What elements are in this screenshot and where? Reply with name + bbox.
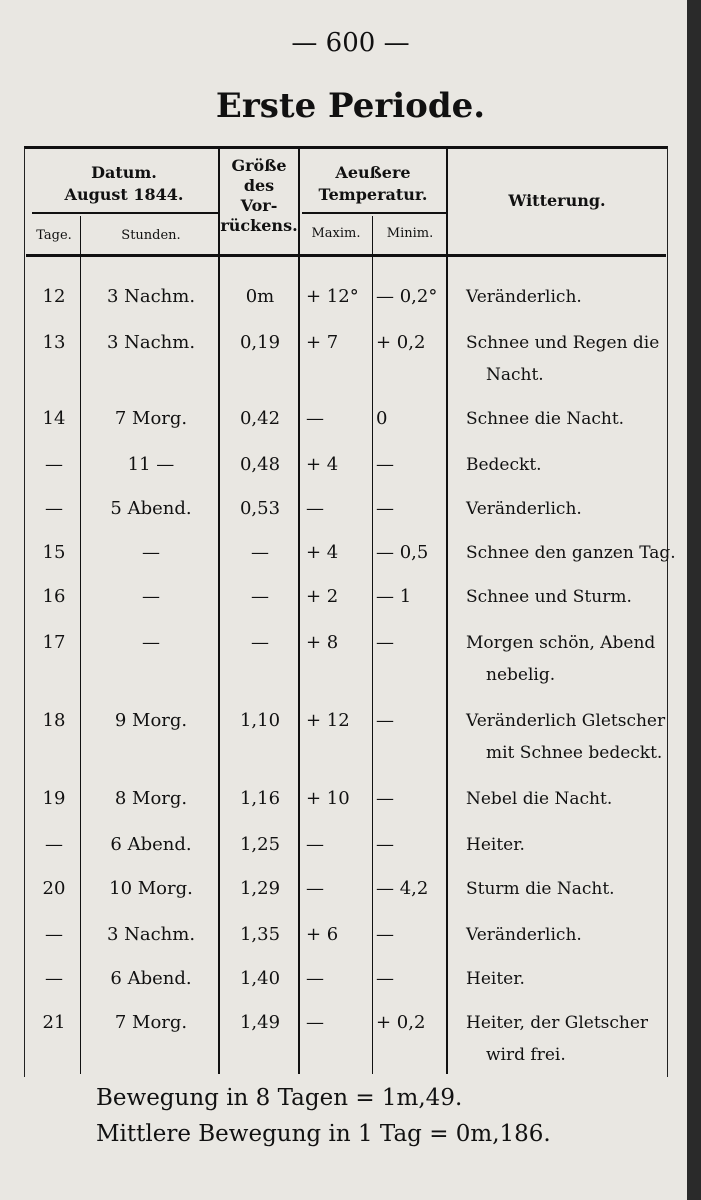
cell-max: + 10: [306, 788, 350, 809]
cell-advance: —: [251, 542, 269, 563]
cell-advance: 0,53: [239, 498, 281, 519]
cell-advance: 0,48: [239, 454, 281, 475]
cell-weather: Schnee und Regen die: [466, 333, 660, 353]
cell-advance: 1,16: [239, 788, 281, 809]
cell-min: —: [376, 924, 394, 945]
cell-advance: 1,10: [239, 710, 281, 731]
header-groesse-line1: Größe: [231, 156, 287, 175]
cell-max: + 4: [306, 454, 339, 475]
cell-min: —: [376, 710, 394, 731]
cell-weather: Heiter, der Gletscher: [466, 1013, 649, 1033]
cell-advance: —: [251, 632, 269, 653]
cell-hour: —: [142, 542, 160, 563]
cell-hour: 6 Abend.: [110, 834, 192, 855]
summary-mean-movement: Mittlere Bewegung in 1 Tag = 0m,186.: [96, 1121, 551, 1147]
cell-max: —: [306, 968, 324, 989]
cell-day: 17: [42, 632, 66, 653]
cell-max: —: [306, 408, 324, 429]
page-number: — 600 —: [291, 28, 410, 58]
cell-advance: 1,35: [239, 924, 281, 945]
cell-weather: Veränderlich.: [466, 925, 582, 945]
cell-weather: Veränderlich.: [466, 499, 582, 519]
header-temperatur: Temperatur.: [318, 185, 428, 204]
cell-hour: 5 Abend.: [110, 498, 192, 519]
cell-min: + 0,2: [376, 332, 426, 353]
cell-min: — 0,2°: [376, 286, 438, 307]
cell-weather: Schnee die Nacht.: [466, 409, 625, 429]
header-tage: Tage.: [36, 228, 72, 243]
cell-hour: 3 Nachm.: [106, 286, 196, 307]
cell-min: —: [376, 498, 394, 519]
cell-weather: Veränderlich.: [466, 287, 582, 307]
cell-max: + 8: [306, 632, 339, 653]
cell-hour: 7 Morg.: [114, 1012, 188, 1033]
column-divider-day: [80, 216, 81, 1074]
cell-day: 19: [42, 788, 66, 809]
cell-day: 15: [42, 542, 66, 563]
cell-day: 12: [42, 286, 66, 307]
cell-advance: 0m: [245, 286, 275, 307]
header-groesse: [220, 156, 298, 236]
cell-day: 16: [42, 586, 66, 607]
summary-total-movement: Bewegung in 8 Tagen = 1m,49.: [96, 1085, 463, 1111]
section-title: Erste Periode.: [215, 86, 486, 126]
cell-max: —: [306, 498, 324, 519]
cell-min: — 4,2: [376, 878, 429, 899]
cell-min: —: [376, 788, 394, 809]
cell-weather: Nebel die Nacht.: [466, 789, 613, 809]
cell-day: —: [45, 454, 63, 475]
header-aeussere: Aeußere: [335, 163, 411, 182]
header-maxim: Maxim.: [311, 226, 361, 241]
header-groesse-line3: Vor-: [240, 196, 278, 215]
column-divider-date: [218, 146, 220, 1074]
cell-min: + 0,2: [376, 1012, 426, 1033]
cell-hour: —: [142, 586, 160, 607]
cell-hour: 10 Morg.: [109, 878, 193, 899]
cell-advance: —: [251, 586, 269, 607]
cell-min: — 1: [376, 586, 412, 607]
cell-max: —: [306, 878, 324, 899]
cell-hour: 3 Nachm.: [106, 924, 196, 945]
cell-day: 18: [42, 710, 66, 731]
cell-hour: 8 Morg.: [114, 788, 188, 809]
cell-weather-cont: Nacht.: [486, 365, 544, 385]
cell-weather: Schnee den ganzen Tag.: [466, 543, 676, 563]
cell-weather: Schnee und Sturm.: [466, 587, 632, 607]
cell-hour: 3 Nachm.: [106, 332, 196, 353]
cell-max: + 7: [306, 332, 339, 353]
cell-advance: 0,19: [239, 332, 281, 353]
cell-day: 20: [42, 878, 66, 899]
cell-hour: 6 Abend.: [110, 968, 192, 989]
cell-min: 0: [376, 408, 388, 429]
cell-max: + 4: [306, 542, 339, 563]
cell-min: —: [376, 632, 394, 653]
cell-min: —: [376, 834, 394, 855]
cell-max: + 12: [306, 710, 350, 731]
cell-weather: Morgen schön, Abend: [466, 633, 656, 653]
cell-max: + 6: [306, 924, 339, 945]
cell-day: —: [45, 498, 63, 519]
cell-advance: 1,25: [239, 834, 281, 855]
cell-min: — 0,5: [376, 542, 429, 563]
header-groesse-line2: des: [243, 176, 275, 195]
column-divider-advance: [298, 146, 300, 1074]
cell-day: 13: [42, 332, 66, 353]
cell-min: —: [376, 454, 394, 475]
cell-max: + 12°: [306, 286, 359, 307]
cell-advance: 0,42: [239, 408, 281, 429]
cell-weather: Heiter.: [466, 969, 525, 989]
header-august: August 1844.: [64, 185, 184, 204]
header-datum: Datum.: [91, 163, 157, 182]
cell-weather: Bedeckt.: [466, 455, 542, 475]
cell-max: —: [306, 1012, 324, 1033]
cell-max: + 2: [306, 586, 339, 607]
header-bottom-rule: [26, 254, 666, 257]
cell-hour: 9 Morg.: [114, 710, 188, 731]
header-rule-temperature: [302, 212, 446, 214]
cell-advance: 1,40: [239, 968, 281, 989]
cell-min: —: [376, 968, 394, 989]
cell-weather: Heiter.: [466, 835, 525, 855]
cell-day: —: [45, 968, 63, 989]
cell-day: 14: [42, 408, 66, 429]
header-groesse-line4: rückens.: [220, 216, 298, 235]
header-stunden: Stunden.: [121, 228, 181, 243]
cell-day: 21: [42, 1012, 66, 1033]
cell-weather-cont: mit Schnee bedeckt.: [486, 743, 663, 763]
cell-advance: 1,49: [239, 1012, 281, 1033]
cell-max: —: [306, 834, 324, 855]
header-witterung: Witterung.: [508, 191, 606, 210]
cell-day: —: [45, 924, 63, 945]
cell-hour: —: [142, 632, 160, 653]
cell-weather-cont: nebelig.: [486, 665, 556, 685]
cell-weather: Veränderlich Gletscher: [466, 711, 666, 731]
page-edge-shadow: [687, 0, 701, 1200]
cell-day: —: [45, 834, 63, 855]
cell-weather-cont: wird frei.: [486, 1045, 566, 1065]
header-minim: Minim.: [386, 226, 434, 241]
header-rule-date: [32, 212, 218, 214]
cell-advance: 1,29: [239, 878, 281, 899]
cell-hour: 11 —: [127, 454, 175, 475]
cell-hour: 7 Morg.: [114, 408, 188, 429]
cell-weather: Sturm die Nacht.: [466, 879, 615, 899]
